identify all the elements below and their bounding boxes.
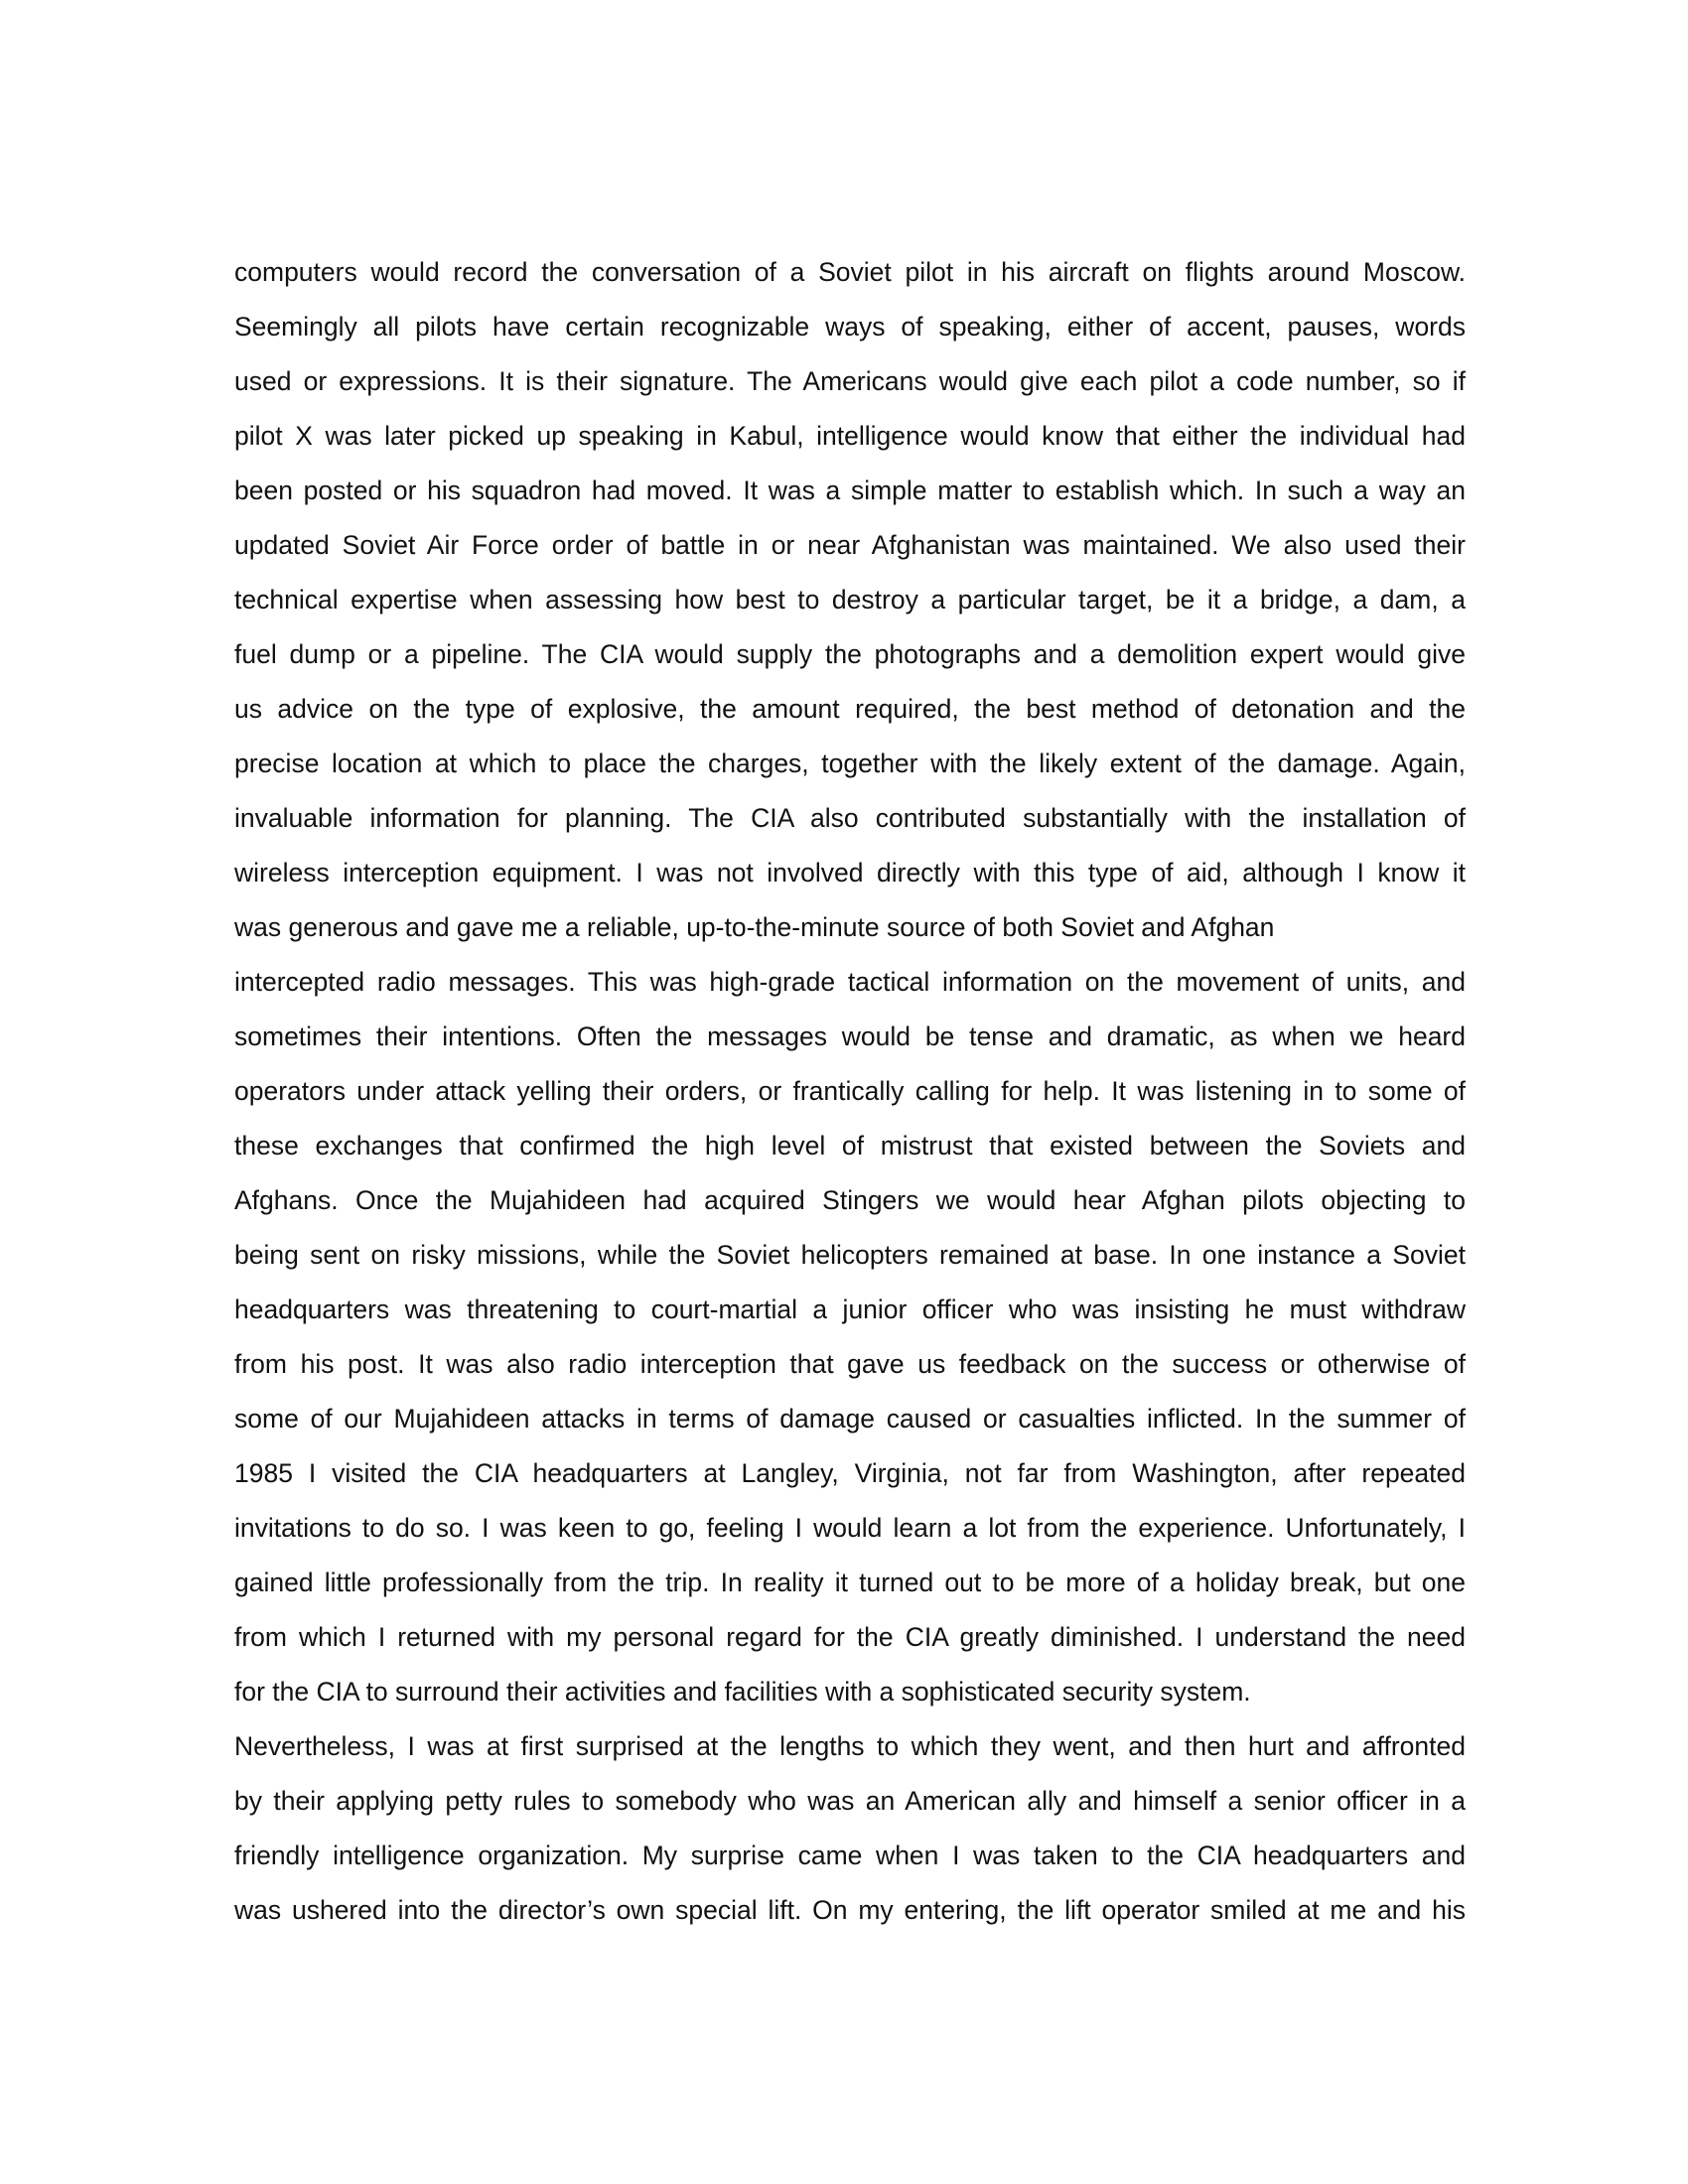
- text-line: operators under attack yelling their orders, or frantically calling for help. It was listening in to some of: [234, 1076, 1466, 1106]
- text-line: was ushered into the director’s own special lift. On my entering, the lift operator smiled at me and his: [234, 1895, 1466, 1925]
- text-line: by their applying petty rules to somebody who was an American ally and himself a senior officer in a: [234, 1786, 1466, 1816]
- text-line: gained little professionally from the trip. In reality it turned out to be more of a holiday break, but one: [234, 1568, 1466, 1597]
- text-line: precise location at which to place the charges, together with the likely extent of the damage. Again,: [234, 749, 1466, 778]
- text-line: computers would record the conversation of a Soviet pilot in his aircraft on flights around Moscow.: [234, 257, 1466, 287]
- text-line: was generous and gave me a reliable, up-to-the-minute source of both Soviet and Afghan: [234, 912, 1275, 942]
- text-line: been posted or his squadron had moved. It was a simple matter to establish which. In such a way an: [234, 476, 1466, 505]
- text-line: friendly intelligence organization. My surprise came when I was taken to the CIA headquarters and: [234, 1841, 1466, 1870]
- text-line: these exchanges that confirmed the high level of mistrust that existed between the Soviets and: [234, 1131, 1466, 1160]
- text-line: intercepted radio messages. This was high-grade tactical information on the movement of units, and: [234, 967, 1466, 997]
- text-line: sometimes their intentions. Often the messages would be tense and dramatic, as when we heard: [234, 1022, 1466, 1051]
- text-line: Afghans. Once the Mujahideen had acquired Stingers we would hear Afghan pilots objecting to: [234, 1185, 1466, 1215]
- text-line: 1985 I visited the CIA headquarters at Langley, Virginia, not far from Washington, after repeated: [234, 1458, 1466, 1488]
- text-line: some of our Mujahideen attacks in terms of damage caused or casualties inflicted. In the summer of: [234, 1404, 1466, 1433]
- text-line: from which I returned with my personal regard for the CIA greatly diminished. I understand the need: [234, 1622, 1466, 1652]
- text-line: invitations to do so. I was keen to go, feeling I would learn a lot from the experience. Unfortunately, I: [234, 1513, 1466, 1543]
- text-line: from his post. It was also radio interception that gave us feedback on the success or otherwise of: [234, 1349, 1466, 1379]
- text-line: Nevertheless, I was at first surprised at the lengths to which they went, and then hurt and affronted: [234, 1731, 1466, 1761]
- text-line: wireless interception equipment. I was not involved directly with this type of aid, although I know it: [234, 858, 1466, 887]
- body-text: [234, 245, 1466, 1938]
- text-line: Seemingly all pilots have certain recognizable ways of speaking, either of accent, pauses, words: [234, 312, 1466, 341]
- text-line: technical expertise when assessing how best to destroy a particular target, be it a bridge, a dam, a: [234, 585, 1466, 614]
- text-line: invaluable information for planning. The CIA also contributed substantially with the installation of: [234, 803, 1466, 833]
- text-line: us advice on the type of explosive, the amount required, the best method of detonation and the: [234, 694, 1466, 724]
- text-line: pilot X was later picked up speaking in Kabul, intelligence would know that either the individual had: [234, 421, 1466, 451]
- text-line: being sent on risky missions, while the Soviet helicopters remained at base. In one instance a Soviet: [234, 1240, 1466, 1270]
- text-line: updated Soviet Air Force order of battle in or near Afghanistan was maintained. We also used their: [234, 530, 1466, 560]
- text-line: fuel dump or a pipeline. The CIA would supply the photographs and a demolition expert would give: [234, 639, 1466, 669]
- text-line: headquarters was threatening to court-martial a junior officer who was insisting he must withdraw: [234, 1295, 1466, 1324]
- text-line: for the CIA to surround their activities and facilities with a sophisticated security system.: [234, 1677, 1251, 1706]
- text-line: used or expressions. It is their signature. The Americans would give each pilot a code number, so if: [234, 366, 1466, 396]
